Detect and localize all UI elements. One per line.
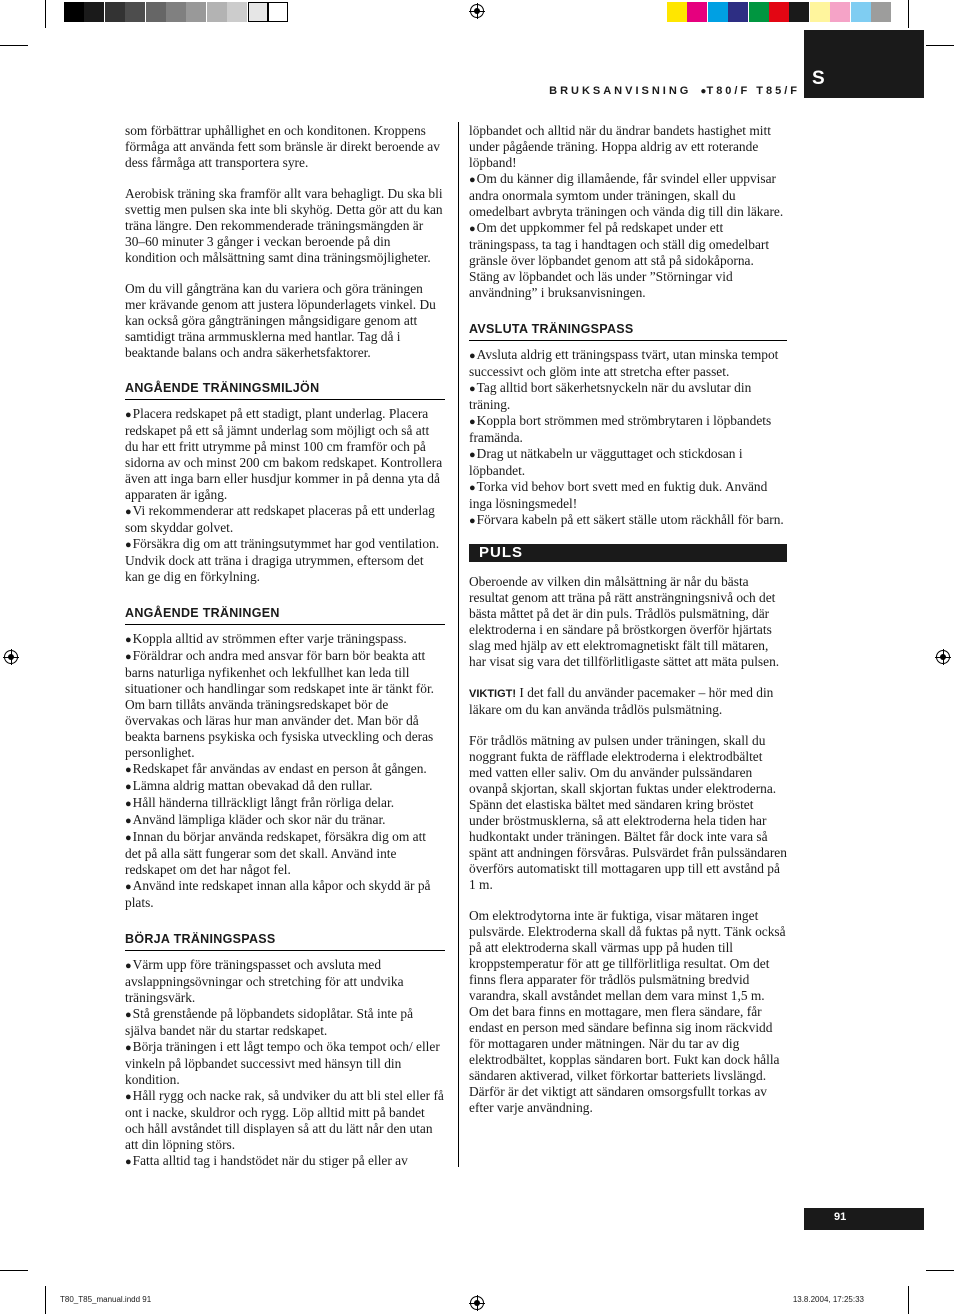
list-item: ● Håll händerna tillräckligt långt från rörliga delar. bbox=[125, 795, 445, 812]
color-swatch bbox=[687, 2, 707, 22]
timestamp-slug: 13.8.2004, 17:25:33 bbox=[792, 1295, 864, 1304]
list-item: ● Tag alltid bort säkerhetsnyckeln när du avslutar din träning. bbox=[469, 380, 787, 413]
color-swatch bbox=[84, 2, 104, 22]
list-item: ● Vi rekommenderar att redskapet placeras på ett underlag som skyddar golvet. bbox=[125, 503, 445, 536]
file-slug: T80_T85_manual.indd 91 bbox=[60, 1295, 152, 1304]
paragraph: Om du vill gångträna kan du variera och göra träningen mer krävande genom att justera löpunderlagets vinkel. Du kan också göra gångträningen mångsidigare genom att samtidigt träna armmusklerna med hantlar. Tag då i beaktande balans och andra säkerhetsfaktorer. bbox=[125, 281, 436, 360]
page-number-tab bbox=[804, 1208, 924, 1230]
bullet-list bbox=[125, 957, 445, 1170]
paragraph: som förbättrar uphållighet en och konditonen. Kroppens förmåga att använda fett som bränsle är direkt beroende av dess fårmåga att transportera syre. bbox=[125, 123, 440, 170]
paragraph: löpbandet och alltid när du ändrar bandets hastighet mitt under pågående träning. Hoppa aldrig av ett roterande löpband! bbox=[469, 123, 771, 170]
color-swatch bbox=[207, 2, 227, 22]
manual-label: BRUKSANVISNING bbox=[549, 85, 692, 97]
list-item: ● Håll rygg och nacke rak, så undviker du att bli stel eller få ont i nacke, skuldror och rygg. Löp alltid mitt på bandet och håll avståndet till displayen så att du lätt når den utan att din löpning störs. bbox=[125, 1088, 445, 1153]
list-item: ● Förvara kabeln på ett säkert ställe utom räckhåll för barn. bbox=[469, 512, 787, 529]
crop-mark bbox=[908, 1286, 909, 1314]
crop-mark bbox=[926, 1270, 954, 1271]
color-swatch bbox=[64, 2, 84, 22]
crop-mark bbox=[926, 45, 954, 46]
list-item: ● Använd lämpliga kläder och skor när du tränar. bbox=[125, 812, 445, 829]
color-swatch bbox=[248, 2, 268, 22]
color-swatch bbox=[667, 2, 687, 22]
important-label: VIKTIGT! bbox=[469, 688, 517, 700]
color-swatch bbox=[810, 2, 830, 22]
color-swatch bbox=[728, 2, 748, 22]
color-swatch bbox=[186, 2, 206, 22]
list-item: ● Fatta alltid tag i handstödet när du stiger på eller av bbox=[125, 1153, 445, 1170]
color-swatch bbox=[125, 2, 145, 22]
list-item: ● Avsluta aldrig ett träningspass tvärt, utan minska tempot successivt och glöm inte att stretcha efter passet. bbox=[469, 347, 787, 380]
color-swatch bbox=[830, 2, 850, 22]
crop-mark bbox=[908, 0, 909, 28]
list-item: ● Koppla bort strömmen med strömbrytaren i löpbandets framända. bbox=[469, 413, 787, 446]
crop-mark bbox=[45, 1286, 46, 1314]
list-item: ● Använd inte redskapet innan alla kåpor och skydd är på plats. bbox=[125, 878, 445, 911]
bullet-list bbox=[125, 631, 445, 911]
list-item: ● Redskapet får användas av endast en person åt gången. bbox=[125, 761, 445, 778]
color-swatch bbox=[227, 2, 247, 22]
list-item: ● Drag ut nätkabeln ur vägguttaget och stickdosan i löpbandet. bbox=[469, 446, 787, 479]
list-item: ● Värm upp före träningspasset och avsluta med avslappningsövningar och stretching för att undvika träningsvärk. bbox=[125, 957, 445, 1006]
bullet-list bbox=[469, 347, 787, 529]
list-item: ● Försäkra dig om att träningsutymmet har god ventilation. Undvik dock att träna i dragiga utrymmen, eftersom det kan ge dig en förkylning. bbox=[125, 536, 445, 585]
color-swatch bbox=[749, 2, 769, 22]
list-item: ● Placera redskapet på ett stadigt, plant underlag. Placera redskapet på ett så jämnt underlag som möjligt och så att du har ett fritt utrymme på minst 100 cm framför och på sidorna av och minst 200 cm bakom redskapet. Kontrollera även att inga barn eller husdjur kommer in på denna yta då apparaten är igång. bbox=[125, 406, 445, 503]
crop-mark bbox=[45, 0, 46, 28]
list-item: ● Föräldrar och andra med ansvar för barn bör beakta att barns naturliga nyfikenhet och lekfullhet kan leda till situationer och handlingar som redskapet inte är tänkt för. Om barn tillåts använda träningsredskapet bör de övervakas och läras hur man använder det. Man bör då beakta barnens psykiska och fysiska utveckling och deras personlighet. bbox=[125, 648, 445, 761]
list-item: ● Lämna aldrig mattan obevakad då den rullar. bbox=[125, 778, 445, 795]
color-swatch bbox=[166, 2, 186, 22]
color-swatch bbox=[708, 2, 728, 22]
model-label: T80/F T85/F bbox=[706, 85, 800, 97]
registration-mark-icon bbox=[936, 650, 950, 664]
list-item: ● Innan du börjar använda redskapet, försäkra dig om att det på alla sätt fungerar som det skall. Använd inte redskapet om det har något fel. bbox=[125, 829, 445, 878]
left-column bbox=[125, 123, 445, 1170]
color-swatch bbox=[769, 2, 789, 22]
paragraph: Om elektrodytorna inte är fuktiga, visar mätaren inget pulsvärde. Elektroderna skall då fuktas på nytt. Tänk också på att elektroderna skall värmas upp på huden till kroppstemperatur för att ge tillförlitliga resultat. Om det finns flera apparater för trådlös pulsmätning bredvid varandra, skall avståndet mellan dem vara minst 1,5 m. Om det bara finns en mottagare, men flera sändare, får endast en person med sändare befinna sig inom räckvidd för mottagaren under mätningen. När du tar av dig elektrodbältet, kopplas sändaren bort. Fukt kan dock hålla sändaren aktiverad, vilket förkortar batteriets livslängd. Därför är det viktigt att sändaren omsorgsfullt torkas av efter varje användning. bbox=[469, 908, 786, 1115]
list-item: ● Koppla alltid av strömmen efter varje träningspass. bbox=[125, 631, 445, 648]
bullet-icon: ● bbox=[700, 86, 707, 97]
column-divider bbox=[458, 122, 459, 1167]
bullet-list bbox=[125, 406, 445, 585]
section-heading: BÖRJA TRÄNINGSPASS bbox=[125, 924, 445, 951]
section-heading-bar: PULS bbox=[469, 544, 787, 562]
section-heading: ANGÅENDE TRÄNINGEN bbox=[125, 598, 445, 625]
crop-mark bbox=[0, 45, 28, 46]
language-code: S bbox=[812, 68, 825, 89]
color-swatch bbox=[105, 2, 125, 22]
registration-mark-icon bbox=[4, 650, 18, 664]
section-heading: ANGÅENDE TRÄNINGSMILJÖN bbox=[125, 373, 445, 400]
bullet-list bbox=[469, 171, 787, 301]
list-item: ● Om det uppkommer fel på redskapet under ett träningspass, ta tag i handtagen och ställ dig omedelbart gränsle över löpbandet genom att stå på sidokåporna. Stäng av löpbandet och läs under ”Störningar vid användning” i bruksanvisningen. bbox=[469, 220, 787, 301]
registration-mark-icon bbox=[470, 1296, 484, 1310]
list-item: ● Om du känner dig illamående, får svindel eller uppvisar andra onormala symtom under träningen, skall du omedelbart avbryta träningen och vända dig till din läkare. bbox=[469, 171, 787, 220]
list-item: ● Börja träningen i ett lågt tempo och öka tempot och/ eller vinkeln på löpbandet successivt med hänsyn till din kondition. bbox=[125, 1039, 445, 1088]
list-item: ● Torka vid behov bort svett med en fuktig duk. Använd inga lösningsmedel! bbox=[469, 479, 787, 512]
paragraph: Aerobisk träning ska framför allt vara behagligt. Du ska bli svettig men pulsen ska inte bli skyhög. Detta gör att du kan träna längre. Den rekommenderade träningsmängden är 30–60 minuter 3 gånger i veckan beroende på din kondition och målsättning samt dina träningsmöjligheter. bbox=[125, 186, 443, 265]
important-note bbox=[469, 685, 787, 718]
right-column bbox=[469, 123, 787, 1116]
important-text: I det fall du använder pacemaker – hör med din läkare om du kan använda trådlös pulsmätning. bbox=[469, 685, 774, 717]
paragraph: För trådlös mätning av pulsen under träningen, skall du noggrant fukta de räfflade elektroderna i elektrodbältet med vatten eller saliv. Om du använder pulssändaren ovanpå skjortan, skall skjortan fuktas under elektroderna. Spänn det elastiska bältet med sändaren kring bröstet under bröstmusklerna, så att elektroderna hela tiden har hudkontakt under träningen. Bältet får dock inte vara så spänt att andningen försvåras. Pulsvärdet från pulssändaren överförs automatiskt till mottagaren upp till ett avstånd på 1 m. bbox=[469, 733, 787, 892]
color-swatch bbox=[268, 2, 288, 22]
section-heading: AVSLUTA TRÄNINGSPASS bbox=[469, 314, 787, 341]
registration-mark-icon bbox=[470, 4, 484, 18]
paragraph: Oberoende av vilken din målsättning är når du bästa resultat genom att träna på rätt ansträngningsnivå och det bästa måttet på det är din puls. Trådlös pulsmätning, där elektroderna i en sändare på bröstkorgen överför hjärtats slag med hjälp av ett elektromagnetiskt fält till mätaren, har visat sig vara det tillförlitligaste sättet att mäta pulsen. bbox=[469, 574, 780, 669]
color-swatch bbox=[789, 2, 809, 22]
color-swatch bbox=[146, 2, 166, 22]
running-header bbox=[470, 85, 800, 97]
color-swatch bbox=[851, 2, 871, 22]
list-item: ● Stå grenstående på löpbandets sidoplåtar. Stå inte på själva bandet när du startar redskapet. bbox=[125, 1006, 445, 1039]
color-swatch bbox=[871, 2, 891, 22]
crop-mark bbox=[0, 1270, 28, 1271]
page-number: 91 bbox=[834, 1211, 847, 1223]
language-tab bbox=[804, 30, 924, 98]
